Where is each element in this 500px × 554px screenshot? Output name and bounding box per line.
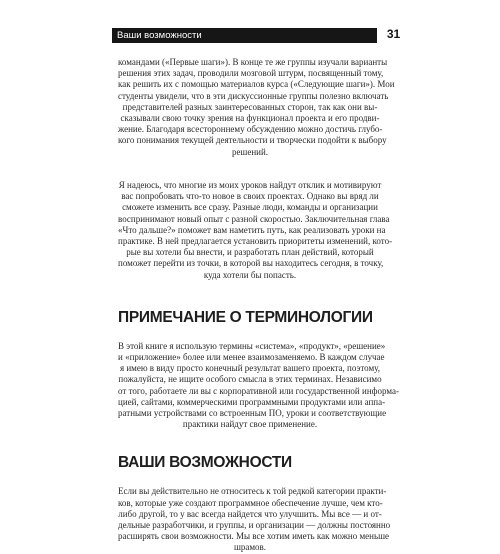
text-line: сказывали свою точку зрения на функционал проекта и его продви- <box>120 113 380 124</box>
text-line: рые вы хотели бы внести, и разработать план действий, который <box>126 247 374 258</box>
hope-paragraph <box>118 180 393 281</box>
opportunities-paragraph <box>118 486 391 553</box>
text-line: ков, которые уже создают программное обеспечение лучше, чем кто- <box>118 497 383 508</box>
text-line: пожалуйста, не ищите особого смысла в этих терминах. Независимо <box>118 374 382 385</box>
text-line: кого понимания текущей деятельности и творчески подойти к выбору <box>118 135 387 146</box>
text-line: как решить их с помощью материалов курса («Следующие шаги»). Мои <box>118 79 395 90</box>
text-line: воспринимают новый опыт с разной скоростью. Заключительная глава <box>118 213 390 224</box>
intro-paragraph <box>118 57 395 169</box>
text-line: «Что дальше?» поможет вам наметить путь, как реализовать уроки на <box>118 224 386 235</box>
text-line: Я надеюсь, что многие из моих уроков найдут отклик и мотивируют <box>118 180 382 190</box>
terminology-heading: ПРИМЕЧАНИЕ О ТЕРМИНОЛОГИИ <box>118 308 373 326</box>
text-line: Если вы действительно не относитесь к той редкой категории практи- <box>118 486 387 497</box>
text-line: расширять свои возможности. Мы все хотим иметь как можно меньше <box>118 531 390 542</box>
text-line: решения этих задач, проводили мозговой штурм, посвященный тому, <box>118 68 384 79</box>
text-line: от того, работаете ли вы с корпоративной или государственной информа- <box>118 385 399 396</box>
text-line: студенты увидели, что в эти дискуссионные группы полезно включать <box>118 90 389 101</box>
text-line: шрамов. <box>233 542 267 553</box>
text-line: ратными устройствами со встроенным ПО, уроки и соответствующие <box>118 408 387 419</box>
running-header <box>112 28 377 43</box>
text-line: практике. В ней предлагается установить приоритеты изменений, кото- <box>118 236 393 247</box>
terminology-paragraph <box>118 340 399 431</box>
page-number: 31 <box>386 27 401 41</box>
text-line: жение. Благодаря всестороннему обсуждению можно достичь глубо- <box>118 124 383 135</box>
text-line: сможете изменить все сразу. Разные люди, команды и организации <box>122 202 378 213</box>
page-body <box>118 57 399 554</box>
text-line: решений. <box>231 146 269 157</box>
text-line: практики найдут свое применение. <box>182 419 318 430</box>
text-line: В этой книге я использую термины «система», «продукт», «решение» <box>118 340 386 351</box>
text-line: командами («Первые шаги»). В конце те же группы изучали варианты <box>118 57 388 67</box>
text-line: представителей разных заинтересованных сторон, так как они вы- <box>122 101 378 112</box>
text-line: либо другой, то у вас всегда найдется что улучшить. Мы все — и от- <box>118 508 382 519</box>
text-line: цией, сайтами, коммерческими программными продуктами или аппа- <box>118 396 386 407</box>
text-line: и «приложение» более или менее взаимозаменяемо. В каждом случае <box>118 352 385 363</box>
text-line: поможет перейти из точки, в которой вы находитесь сегодня, в точку, <box>118 258 384 269</box>
text-line: вас попробовать что-то новое в своих проектах. Однако вы вряд ли <box>121 191 379 202</box>
opportunities-heading: ВАШИ ВОЗМОЖНОСТИ <box>118 454 292 472</box>
text-line: дельные разработчики, и группы, и организации — должны постоянно <box>118 520 391 531</box>
running-header-title: Ваши возможности <box>117 30 202 41</box>
text-line: куда хотели бы попасть. <box>203 269 297 280</box>
text-line: я имею в виду просто конечный результат вашего проекта, поэтому, <box>119 363 381 374</box>
